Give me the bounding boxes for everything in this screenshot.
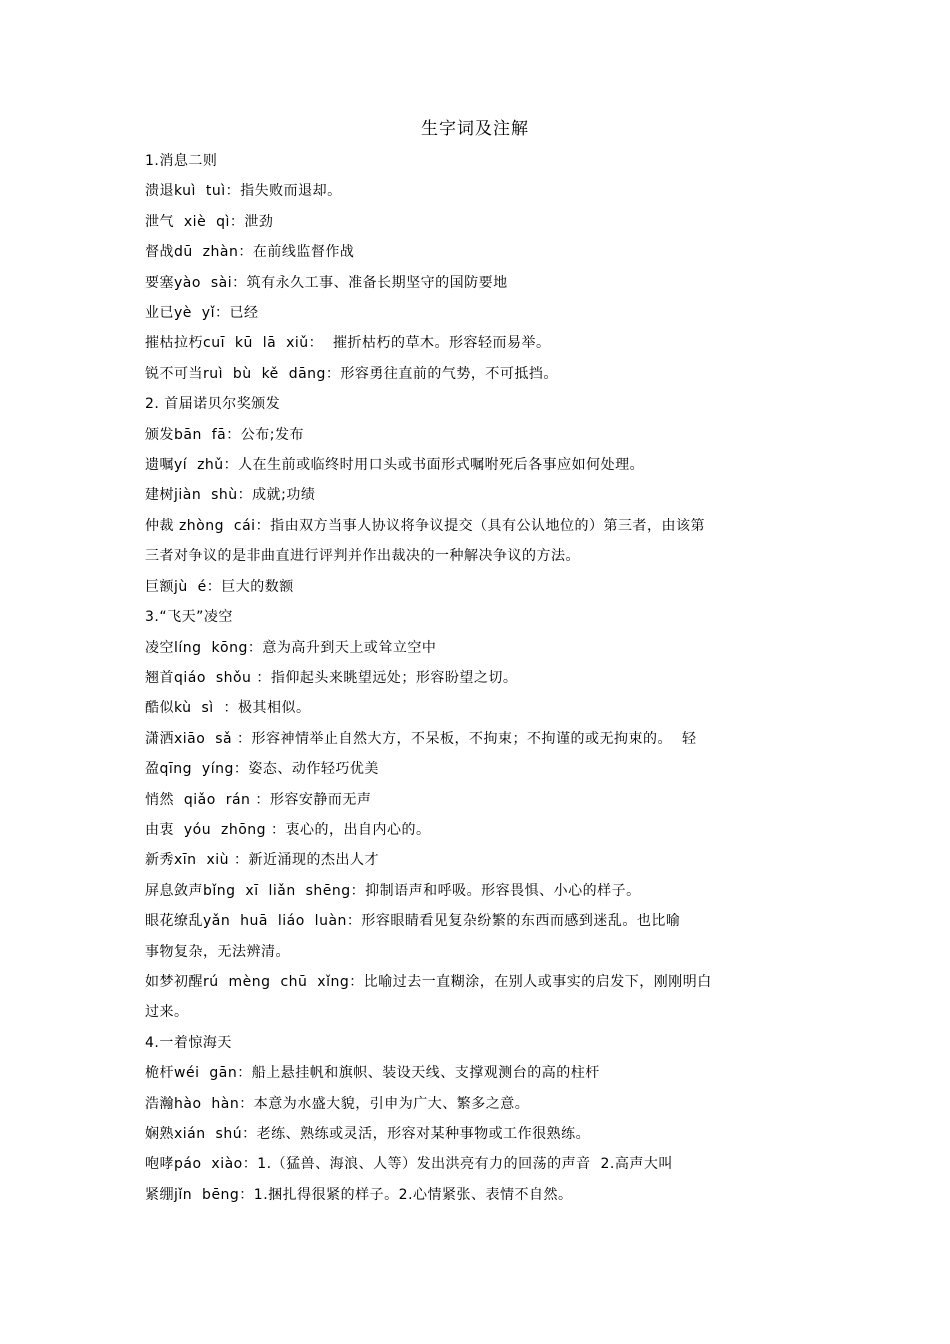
entry-haohan: 浩瀚hào hàn：本意为水盛大貌，引申为广大、繁多之意。 <box>145 1095 530 1112</box>
entry-xiaosa: 潇洒xiāo sǎ ：形容神情举止自然大方，不呆板，不拘束；不拘谨的或无拘束的。 轻 <box>145 730 697 747</box>
entry-jue: 巨额jù é：巨大的数额 <box>145 578 294 595</box>
entry-jianshu: 建树jiàn shù：成就;功绩 <box>145 487 316 504</box>
entry-yaosai: 要塞yào sài：筑有永久工事、准备长期坚守的国防要地 <box>145 274 508 291</box>
vocabulary-list <box>145 146 815 1210</box>
entry-jinbeng: 紧绷jǐn bēng：1.捆扎得很紧的样子。2.心情紧张、表情不自然。 <box>145 1186 573 1203</box>
entry-banfa: 颁发bān fā：公布;发布 <box>145 426 304 443</box>
entry-xinxiu: 新秀xīn xiù ：新近涌现的杰出人才 <box>145 852 379 869</box>
entry-ruibukedang: 锐不可当ruì bù kě dāng：形容勇往直前的气势，不可抵挡。 <box>145 365 558 382</box>
entry-yizhu: 遗嘱yí zhǔ：人在生前或临终时用口头或书面形式嘱咐死后各事应如何处理。 <box>145 457 645 474</box>
section-heading-2: 2. 首届诺贝尔奖颁发 <box>145 396 281 413</box>
entry-kusi: 酷似kù sì ：极其相似。 <box>145 700 311 717</box>
entry-lingkong: 凌空líng kōng：意为高升到天上或耸立空中 <box>145 639 437 656</box>
entry-youzhong: 由衷 yóu zhōng ：衷心的，出自内心的。 <box>145 821 431 838</box>
entry-rumengchuxing-cont: 过来。 <box>145 1004 189 1021</box>
section-heading-3: 3.“飞天”凌空 <box>145 609 233 626</box>
entry-qingying: 盈qīng yíng：姿态、动作轻巧优美 <box>145 761 379 778</box>
entry-cuikulaxiu: 摧枯拉朽cuī kū lā xiǔ： 摧折枯朽的草木。形容轻而易举。 <box>145 335 551 352</box>
entry-zhongcai: 仲裁 zhòng cái：指由双方当事人协议将争议提交（具有公认地位的）第三者，由该第 <box>145 517 706 534</box>
section-heading-4: 4.一着惊海天 <box>145 1034 232 1051</box>
entry-xianshu: 娴熟xián shú：老练、熟练或灵活，形容对某种事物或工作很熟练。 <box>145 1126 591 1142</box>
entry-xieqi: 泄气 xiè qì：泄劲 <box>145 213 274 230</box>
entry-kuitui: 溃退kuì tuì：指失败而退却。 <box>145 183 342 200</box>
entry-yeyi: 业已yè yǐ：已经 <box>145 305 259 322</box>
page-title: 生字词及注解 <box>421 119 529 139</box>
entry-zhongcai-cont: 三者对争议的是非曲直进行评判并作出裁决的一种解决争议的方法。 <box>145 548 580 565</box>
entry-paoxiao: 咆哮páo xiào：1.（猛兽、海浪、人等）发出洪亮有力的回荡的声音 2.高声大叫 <box>145 1156 673 1173</box>
entry-yanhualiaoluan-cont: 事物复杂，无法辨清。 <box>145 943 290 960</box>
entry-rumengchuxing: 如梦初醒rú mèng chū xǐng：比喻过去一直糊涂，在别人或事实的启发下，刚刚明白 <box>145 973 712 990</box>
entry-yanhualiaoluan: 眼花缭乱yǎn huā liáo luàn：形容眼睛看见复杂纷繁的东西而感到迷乱。也比喻 <box>145 913 681 930</box>
section-heading-1: 1.消息二则 <box>145 153 218 169</box>
entry-qiaoshou: 翘首qiáo shǒu ：指仰起头来眺望远处；形容盼望之切。 <box>145 669 518 686</box>
entry-weigan: 桅杆wéi gān：船上悬挂帆和旗帜、装设天线、支撑观测台的高的柱杆 <box>145 1065 600 1082</box>
entry-qiaoran: 悄然 qiǎo rán ：形容安静而无声 <box>145 791 372 808</box>
entry-duzhan: 督战dū zhàn：在前线监督作战 <box>145 244 355 261</box>
entry-bingxilianSheng: 屏息敛声bǐng xī liǎn shēng：抑制语声和呼吸。形容畏惧、小心的样子。 <box>145 882 641 899</box>
